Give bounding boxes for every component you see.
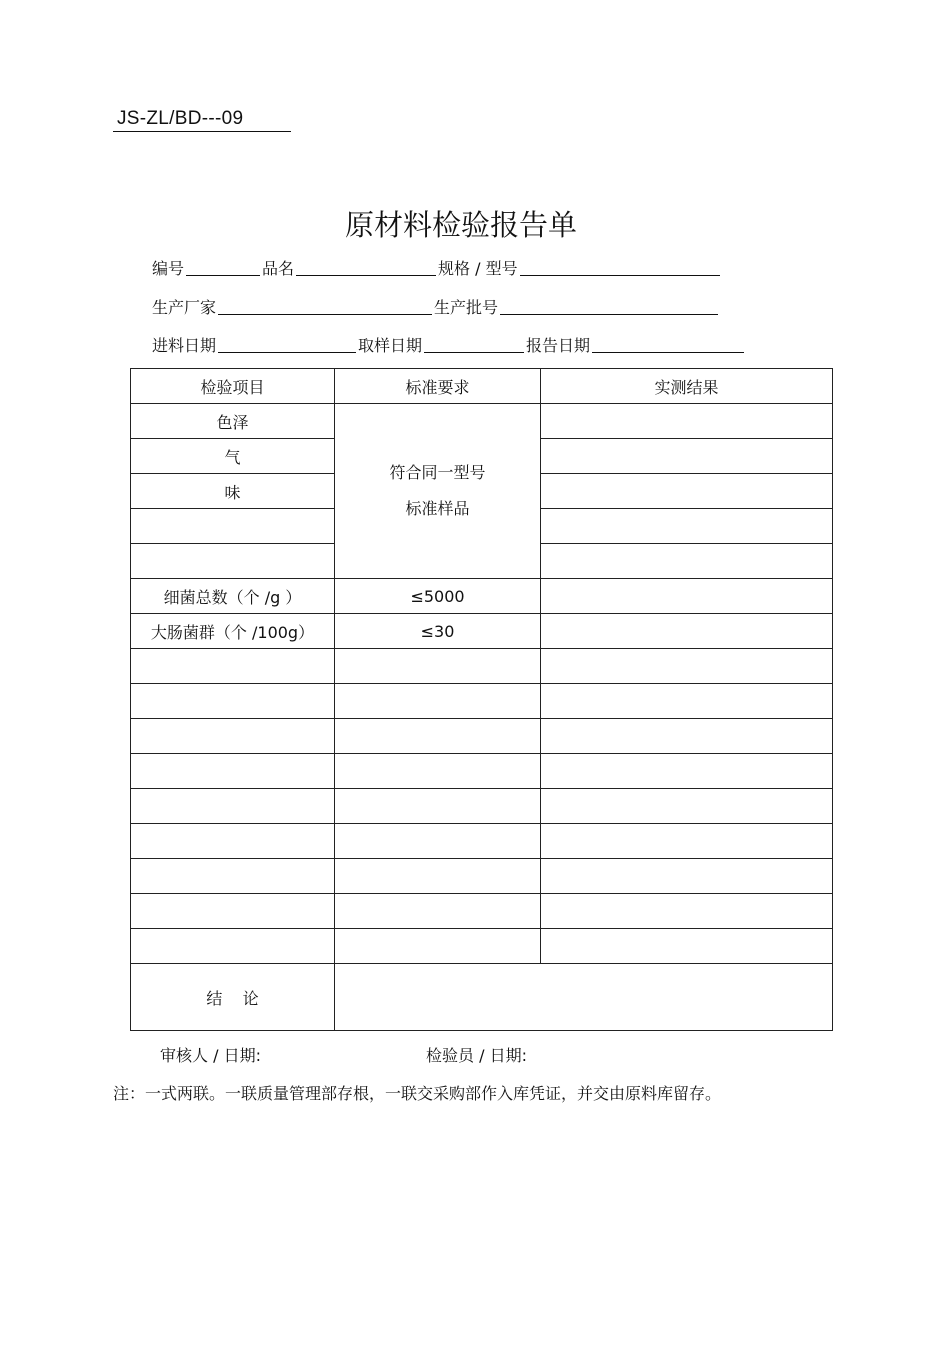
standard-cell[interactable] — [335, 719, 541, 754]
sensory-standard-cell — [335, 404, 541, 579]
conclusion-label: 结 论 — [131, 964, 335, 1031]
table-row — [131, 684, 833, 719]
result-cell[interactable] — [541, 614, 833, 649]
result-cell[interactable] — [541, 894, 833, 929]
standard-cell[interactable] — [335, 894, 541, 929]
table-row — [131, 894, 833, 929]
standard-cell: ≤30 — [335, 614, 541, 649]
table-row — [131, 719, 833, 754]
batch-field[interactable] — [500, 296, 718, 315]
item-cell[interactable] — [131, 929, 335, 964]
conclusion-row — [131, 964, 833, 1031]
info-row-2 — [152, 295, 720, 321]
result-cell[interactable] — [541, 859, 833, 894]
result-cell[interactable] — [541, 544, 833, 579]
result-cell[interactable] — [541, 824, 833, 859]
result-cell[interactable] — [541, 404, 833, 439]
result-cell[interactable] — [541, 789, 833, 824]
spec-label: 规格 / 型号 — [438, 259, 518, 278]
header-item: 检验项目 — [131, 369, 335, 404]
table-row — [131, 789, 833, 824]
number-label: 编号 — [152, 259, 185, 278]
info-row-3 — [152, 333, 746, 359]
inspector-label: 检验员 / 日期: — [426, 1046, 527, 1065]
item-cell: 气 — [131, 439, 335, 474]
spec-field[interactable] — [520, 257, 720, 276]
item-cell[interactable] — [131, 824, 335, 859]
table-row — [131, 404, 833, 439]
table-row — [131, 859, 833, 894]
item-cell[interactable] — [131, 544, 335, 579]
standard-line: 符合同一型号 — [389, 463, 486, 482]
incoming-date-label: 进料日期 — [152, 336, 217, 355]
result-cell[interactable] — [541, 509, 833, 544]
result-cell[interactable] — [541, 754, 833, 789]
batch-label: 生产批号 — [434, 298, 499, 317]
result-cell[interactable] — [541, 579, 833, 614]
standard-cell[interactable] — [335, 824, 541, 859]
table-row — [131, 614, 833, 649]
info-row-1 — [152, 256, 722, 282]
standard-cell[interactable] — [335, 859, 541, 894]
sampling-date-field[interactable] — [424, 334, 524, 353]
product-name-label: 品名 — [262, 259, 295, 278]
reviewer-label: 审核人 / 日期: — [160, 1046, 261, 1065]
incoming-date-field[interactable] — [218, 334, 356, 353]
footnote: 注：一式两联。一联质量管理部存根，一联交采购部作入库凭证，并交由原料库留存。 — [113, 1084, 722, 1103]
table-row — [131, 824, 833, 859]
item-cell[interactable] — [131, 509, 335, 544]
standard-cell[interactable] — [335, 754, 541, 789]
header-result: 实测结果 — [541, 369, 833, 404]
document-code: JS-ZL/BD---09 — [117, 108, 244, 129]
table-row — [131, 649, 833, 684]
item-cell[interactable] — [131, 684, 335, 719]
standard-cell: ≤5000 — [335, 579, 541, 614]
product-name-field[interactable] — [296, 257, 436, 276]
report-date-field[interactable] — [592, 334, 744, 353]
manufacturer-field[interactable] — [218, 296, 432, 315]
standard-cell[interactable] — [335, 789, 541, 824]
item-cell: 味 — [131, 474, 335, 509]
item-cell[interactable] — [131, 894, 335, 929]
conclusion-field[interactable] — [335, 964, 833, 1031]
item-cell: 色泽 — [131, 404, 335, 439]
item-cell[interactable] — [131, 754, 335, 789]
table-row — [131, 929, 833, 964]
number-field[interactable] — [186, 257, 260, 276]
item-cell[interactable] — [131, 719, 335, 754]
item-cell[interactable] — [131, 789, 335, 824]
item-cell: 细菌总数（个 /g ） — [131, 579, 335, 614]
inspection-table — [130, 368, 833, 1031]
sampling-date-label: 取样日期 — [358, 336, 423, 355]
page-title: 原材料检验报告单 — [344, 208, 577, 242]
standard-cell[interactable] — [335, 684, 541, 719]
result-cell[interactable] — [541, 474, 833, 509]
table-row — [131, 754, 833, 789]
item-cell: 大肠菌群（个 /100g） — [131, 614, 335, 649]
standard-cell[interactable] — [335, 929, 541, 964]
item-cell[interactable] — [131, 859, 335, 894]
report-date-label: 报告日期 — [526, 336, 591, 355]
standard-line: 标准样品 — [405, 499, 470, 518]
result-cell[interactable] — [541, 439, 833, 474]
standard-cell[interactable] — [335, 649, 541, 684]
table-row — [131, 579, 833, 614]
manufacturer-label: 生产厂家 — [152, 298, 217, 317]
header-standard: 标准要求 — [335, 369, 541, 404]
result-cell[interactable] — [541, 929, 833, 964]
item-cell[interactable] — [131, 649, 335, 684]
result-cell[interactable] — [541, 649, 833, 684]
result-cell[interactable] — [541, 684, 833, 719]
table-header-row — [131, 369, 833, 404]
document-code-underline — [113, 131, 291, 132]
result-cell[interactable] — [541, 719, 833, 754]
